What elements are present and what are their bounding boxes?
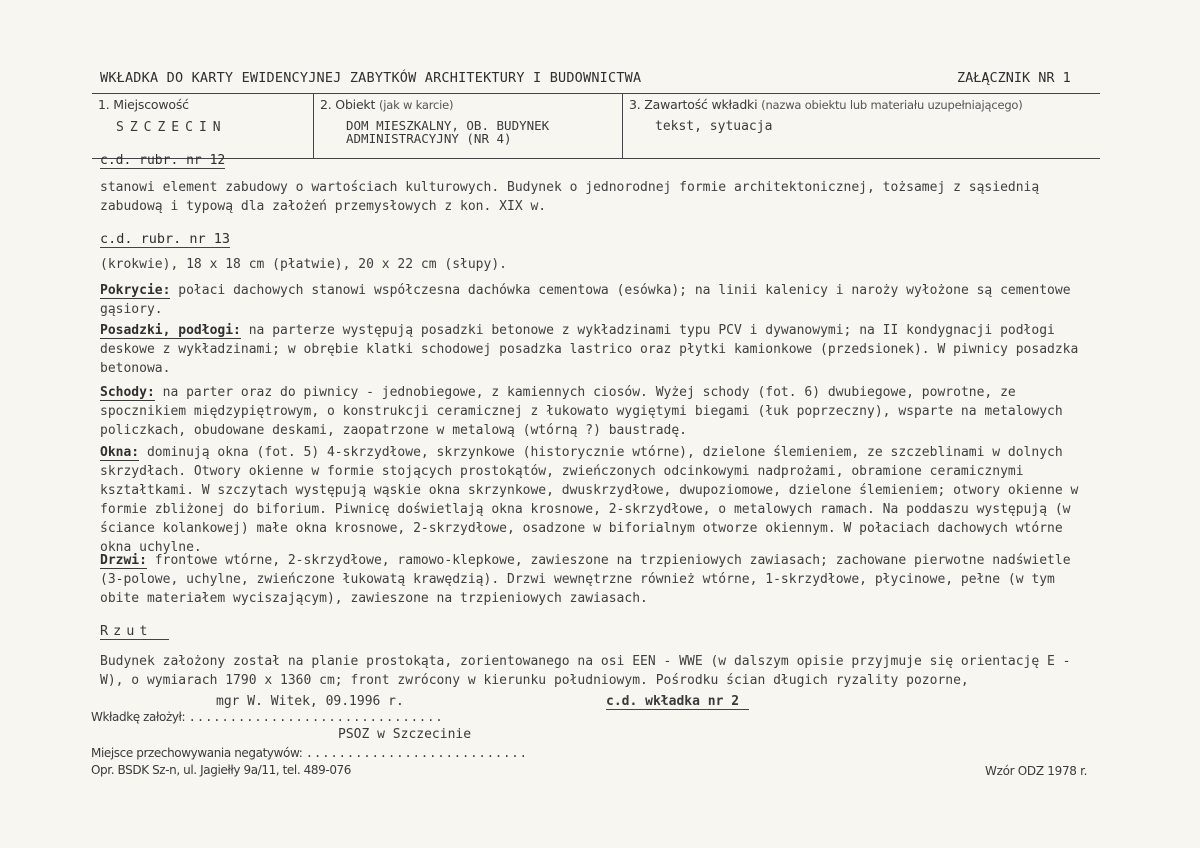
continued-section-12-text: stanowi element zabudowy o wartościach kulturowych. Budynek o jednorodnej formie architektonicznej, tożsamej z sąsiednią zabudową i typową dla założeń przemysłowych z kon. XIX w.: [100, 180, 1048, 214]
doors-heading: Drzwi:: [100, 553, 147, 568]
continued-next-insert: c.d. wkładka nr 2: [606, 694, 749, 710]
windows-text: dominują okna (fot. 5) 4-skrzydłowe, skrzynkowe (historycznie wtórne), dzielone ślemieniem, ze szczeblinami w dolnych skrzydłach. Otwory okienne w formie stojących prostokątów, zwieńczonych odcinkowymi nadprożami, obramione ceramicznymi kształtkami. W szczytach występują wąskie okna skrzynkowe, dwuskrzydłowe, dwupoziomowe, dzielone ślemieniem; otwory okienne w formie zbliżonej do biforium. Piwnicę doświetlają okna krosnowe, 2-skrzydłowe, o metalowych ramach. Na poddaszu występują (w ściance kolankowej) małe okna krosnowe, 2-skrzydłowe, osadzone w biforialnym otworze okiennym. W połaciach dachowych wtórne okna uchylne.: [100, 445, 1087, 555]
founded-by-label: Wkładkę założył:: [91, 710, 186, 724]
continued-section-13-text: (krokwie), 18 x 18 cm (płatwie), 20 x 22 cm (słupy).: [100, 257, 507, 272]
founded-by-dots: ...............................: [188, 710, 444, 724]
continued-section-13-label: c.d. rubr. nr 13: [100, 231, 231, 247]
object-label-row: [320, 97, 453, 112]
plan-heading: Rzut: [100, 623, 169, 640]
contents-value: tekst, sytuacja: [655, 119, 773, 134]
contents-note: (nazwa obiektu lub materiału uzupełniającego): [761, 98, 1023, 112]
place-cell: [92, 94, 312, 158]
negatives-location-dots: ...........................: [305, 746, 528, 760]
object-cell: [313, 94, 623, 158]
doors-paragraph: [100, 551, 1100, 608]
form-pattern: Wzór ODZ 1978 r.: [985, 764, 1088, 778]
doors-text: frontowe wtórne, 2-skrzydłowe, ramowo-klepkowe, zawieszone na trzpieniowych zawiasach; zachowane pierwotne nadświetle (3-polowe, uchylne, zwieńczone łukowatą krawędzią). Drzwi wewnętrzne również wtórne, 1-skrzydłowe, płycinowe, pełne (w tym obite materiałem wyciszającym), zawieszone na trzpieniowych zawiasach.: [100, 553, 1079, 606]
author-signature: mgr W. Witek, 09.1996 r.: [216, 694, 404, 709]
contents-label: 3. Zawartość wkładki: [629, 97, 758, 112]
roof-paragraph: [100, 281, 1100, 319]
stairs-heading: Schody:: [100, 385, 155, 400]
header-fields-box: [92, 93, 1100, 159]
windows-heading: Okna:: [100, 445, 140, 460]
founded-by-row: [91, 710, 444, 724]
object-label: 2. Obiekt: [320, 97, 376, 112]
institution-name: PSOZ w Szczecinie: [338, 727, 472, 742]
stairs-text: na parter oraz do piwnicy - jednobiegowe, z kamiennych ciosów. Wyżej schody (fot. 6) dwubiegowe, powrotne, ze spocznikiem międzypiętrowym, o konstrukcji ceramicznej z łukowato wygiętymi biegami (łuk poprzeczny), wsparte na metalowych policzkach, obudowane deskami, zaopatrzone w metalową (wtórną ?) baustradę.: [100, 385, 1071, 438]
roof-text: połaci dachowych stanowi współczesna dachówka cementowa (esówka); na linii kalenicy i naroży wyłożone są cementowe gąsiory.: [100, 283, 1079, 317]
floors-paragraph: [100, 321, 1100, 378]
form-title: WKŁADKA DO KARTY EWIDENCYJNEJ ZABYTKÓW ARCHITEKTURY I BUDOWNICTWA: [100, 70, 642, 86]
contents-label-row: [629, 97, 1023, 112]
negatives-location-row: [91, 746, 528, 760]
floors-heading: Posadzki, podłogi:: [100, 323, 241, 338]
annex-number: ZAŁĄCZNIK NR 1: [957, 70, 1071, 86]
stairs-paragraph: [100, 383, 1100, 440]
place-label: 1. Miejscowość: [98, 97, 189, 112]
object-value: DOM MIESZKALNY, OB. BUDYNEK ADMINISTRACYJNY (NR 4): [346, 118, 550, 146]
roof-heading: Pokrycie:: [100, 283, 171, 298]
plan-text: Budynek założony został na planie prostokąta, zorientowanego na osi EEN - WWE (w dalszym opisie przyjmuje się orientację E - W), o wymiarach 1790 x 1360 cm; front zwrócony w kierunku południowym. Pośrodku ścian długich ryzality pozorne,: [100, 654, 1079, 688]
negatives-location-label: Miejsce przechowywania negatywów:: [91, 746, 303, 760]
windows-paragraph: [100, 443, 1100, 557]
place-value: SZCZECIN: [116, 120, 227, 135]
object-note: (jak w karcie): [378, 98, 454, 112]
continued-section-12-label: c.d. rubr. nr 12: [100, 153, 226, 168]
printer-imprint: Opr. BSDK Sz-n, ul. Jagiełły 9a/11, tel. 489-076: [91, 763, 352, 777]
contents-cell: [622, 94, 1101, 158]
floors-text: na parterze występują posadzki betonowe z wykładzinami typu PCV i dywanowymi; na II kondygnacji podłogi deskowe z wykładzinami; w obrębie klatki schodowej posadzka lastrico oraz płytki kamionkowe (przedsionek). W piwnicy posadzka betonowa.: [100, 323, 1087, 376]
